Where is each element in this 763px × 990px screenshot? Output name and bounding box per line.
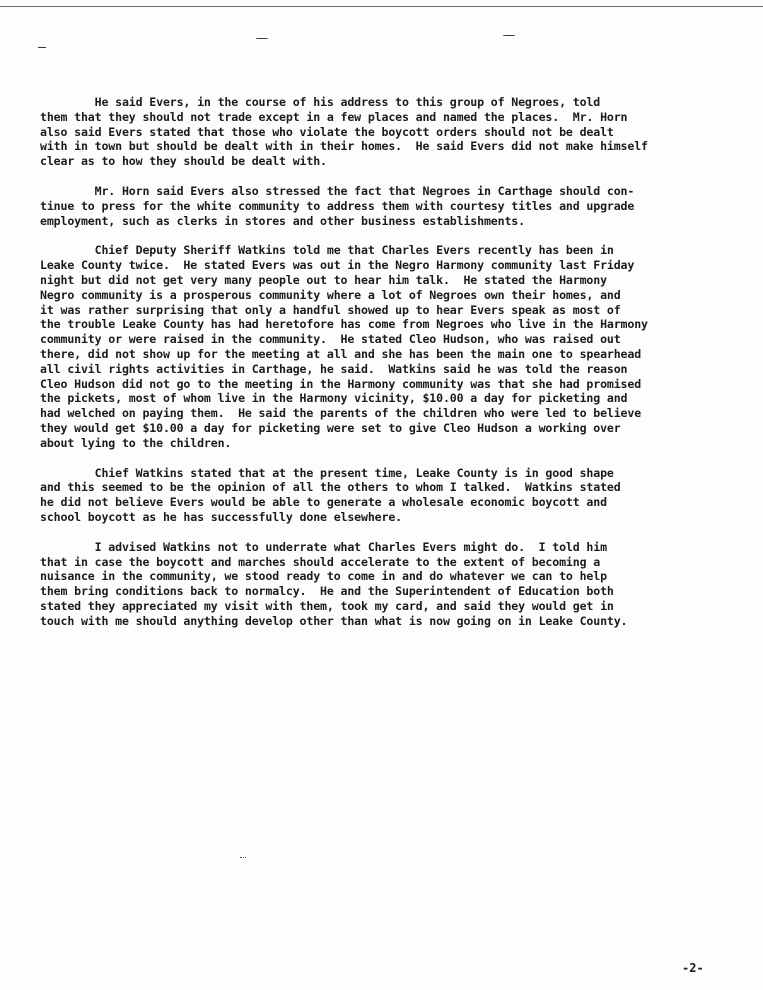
text-line: with in town but should be dealt with in their homes. He said Evers did not make himself <box>40 139 648 154</box>
text-line: it was rather surprising that only a handful showed up to hear Evers speak as most of <box>40 302 621 317</box>
text-line: Leake County twice. He stated Evers was out in the Negro Harmony community last Friday <box>40 258 635 273</box>
paragraph <box>40 243 740 450</box>
text-line: tinue to press for the white community to address them with courtesy titles and upgrade <box>40 198 635 213</box>
text-line: Negro community is a prosperous community where a lot of Negroes own their homes, and <box>40 287 621 302</box>
text-line: they would get $10.00 a day for picketing were set to give Cleo Hudson a working over <box>40 420 621 435</box>
text-line: night but did not get very many people out to hear him talk. He stated the Harmony <box>40 272 607 287</box>
text-line: touch with me should anything develop other than what is now going on in Leake County. <box>40 613 628 628</box>
text-line: there, did not show up for the meeting at all and she has been the main one to spearhead <box>40 346 642 361</box>
paragraph <box>40 540 740 629</box>
stray-mark <box>503 35 515 36</box>
text-line: Chief Deputy Sheriff Watkins told me that Charles Evers recently has been in <box>40 243 614 258</box>
top-edge-rule <box>0 6 763 7</box>
text-line: that in case the boycott and marches should accelerate to the extent of becoming a <box>40 554 601 569</box>
text-line: He said Evers, in the course of his address to this group of Negroes, told <box>40 95 601 109</box>
text-line: about lying to the children. <box>40 435 232 450</box>
document-body <box>40 95 740 644</box>
text-line: the pickets, most of whom live in the Harmony vicinity, $10.00 a day for picketing and <box>40 391 628 406</box>
text-line: he did not believe Evers would be able to generate a wholesale economic boycott and <box>40 495 607 510</box>
page-number: -2- <box>682 961 704 975</box>
paragraph <box>40 184 740 228</box>
text-line: community or were raised in the community. He stated Cleo Hudson, who was raised out <box>40 332 621 347</box>
text-line: school boycott as he has successfully done elsewhere. <box>40 509 402 524</box>
text-line: the trouble Leake County has had heretofore has come from Negroes who live in the Harmony <box>40 317 648 332</box>
text-line: Cleo Hudson did not go to the meeting in the Harmony community was that she had promised <box>40 376 642 391</box>
text-line: all civil rights activities in Carthage, he said. Watkins said he was told the reason <box>40 361 628 376</box>
text-line: Mr. Horn said Evers also stressed the fact that Negroes in Carthage should con- <box>40 183 635 198</box>
stray-mark <box>256 38 268 39</box>
stray-mark <box>240 857 246 858</box>
text-line: them bring conditions back to normalcy. He and the Superintendent of Education both <box>40 584 614 599</box>
text-line: them that they should not trade except in a few places and named the places. Mr. Horn <box>40 109 628 124</box>
text-line: and this seemed to be the opinion of all the others to whom I talked. Watkins stated <box>40 480 621 495</box>
margin-mark <box>38 47 46 48</box>
text-line: Chief Watkins stated that at the present time, Leake County is in good shape <box>40 465 614 480</box>
text-line: I advised Watkins not to underrate what Charles Evers might do. I told him <box>40 539 607 554</box>
text-line: employment, such as clerks in stores and other business establishments. <box>40 213 525 228</box>
text-line: clear as to how they should be dealt with. <box>40 154 327 169</box>
text-line: stated they appreciated my visit with them, took my card, and said they would get in <box>40 598 614 613</box>
paragraph <box>40 466 740 525</box>
paragraph <box>40 95 740 169</box>
text-line: also said Evers stated that those who violate the boycott orders should not be dealt <box>40 124 614 139</box>
text-line: had welched on paying them. He said the parents of the children who were led to believe <box>40 406 642 421</box>
text-line: nuisance in the community, we stood ready to come in and do whatever we can to help <box>40 569 607 584</box>
